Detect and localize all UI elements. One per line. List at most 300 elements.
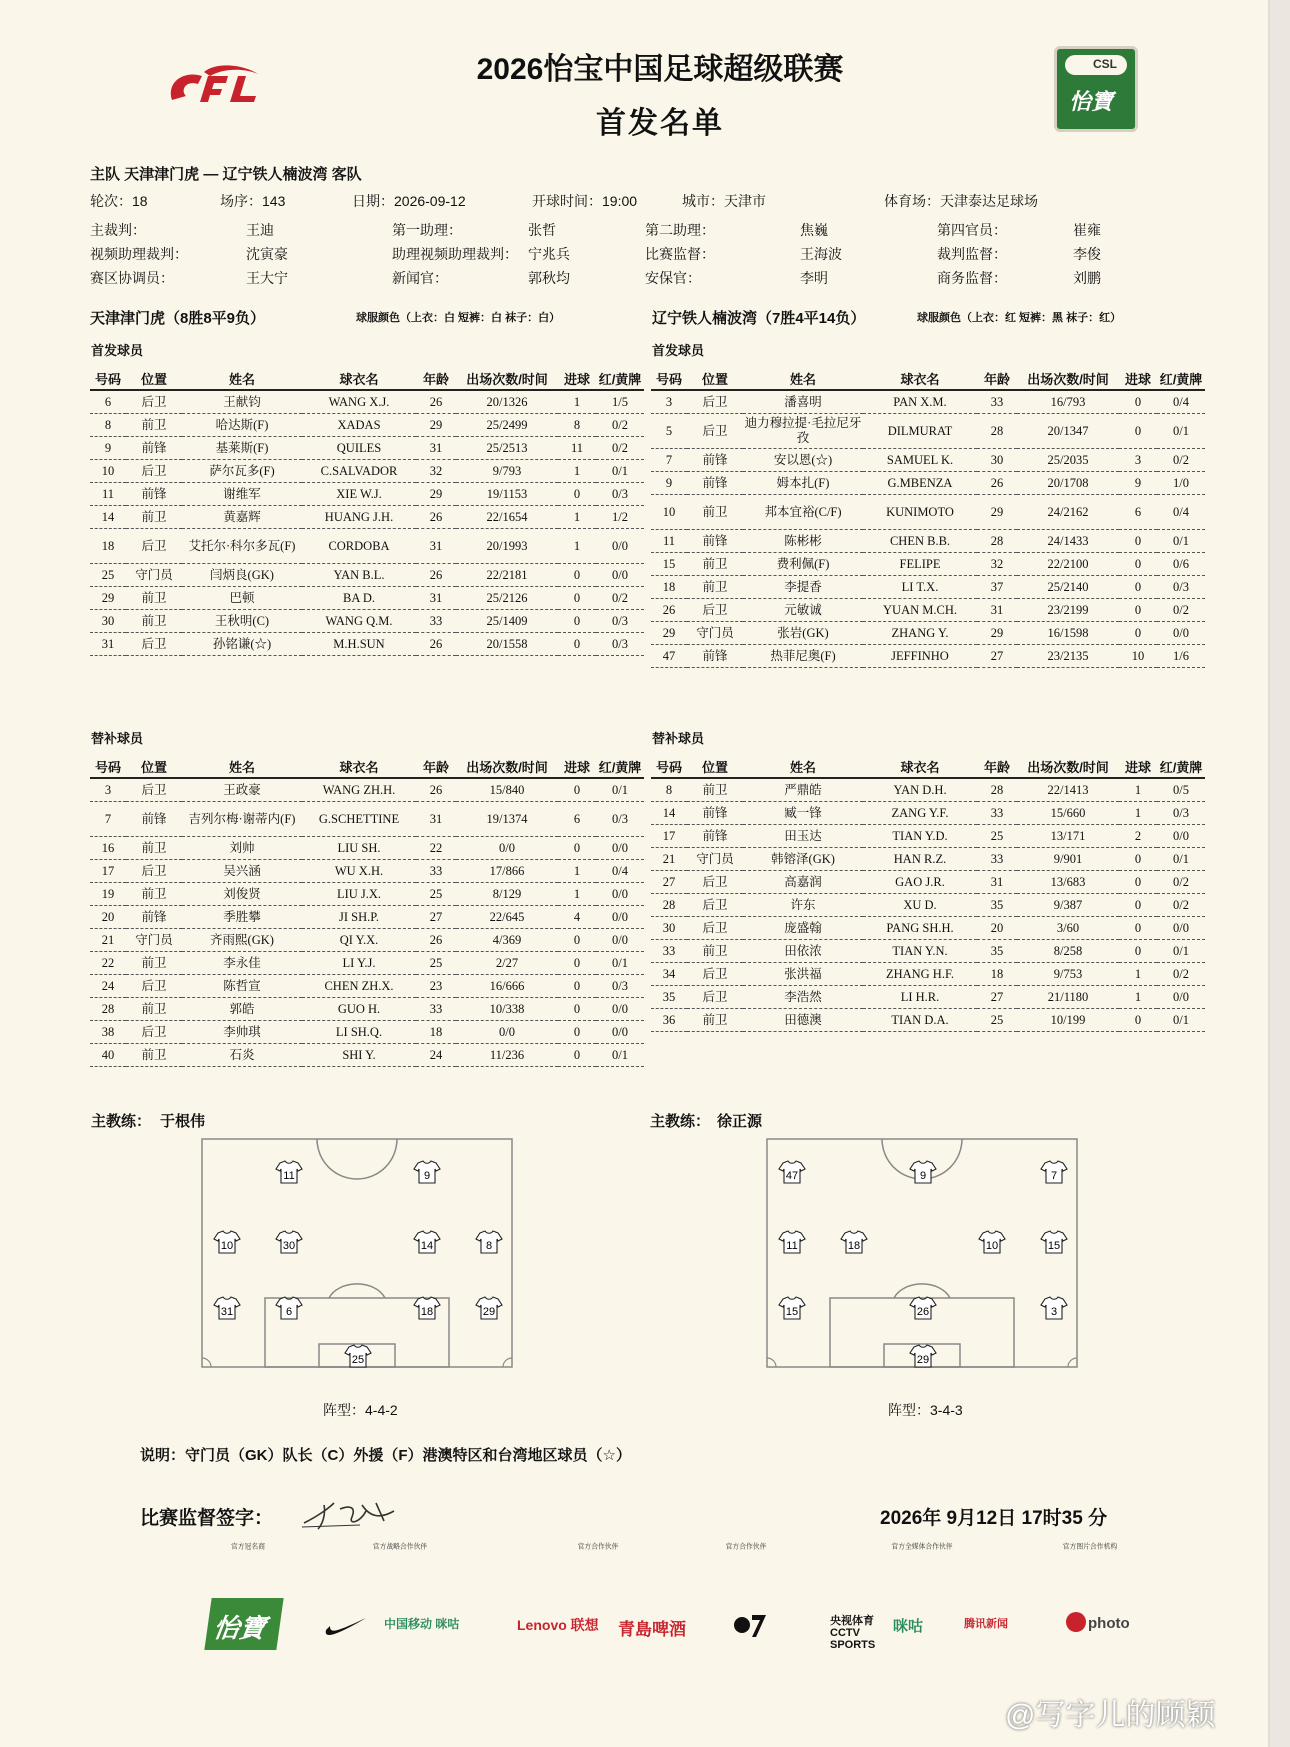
yibao-logo-text: 怡寶: [211, 1613, 268, 1643]
player-cell: WANG Q.M.: [302, 610, 416, 633]
sports-brand-icon: [732, 1610, 768, 1640]
player-cell: 陈哲宣: [182, 975, 302, 998]
player-row: [651, 390, 1205, 414]
column-header: 进球: [558, 367, 596, 390]
player-row: [90, 610, 644, 633]
player-row: [90, 414, 644, 437]
player-cell: CHEN ZH.X.: [302, 975, 416, 998]
player-cell: YUAN M.CH.: [863, 599, 977, 622]
player-cell: 0/2: [1157, 871, 1205, 894]
player-cell: 20/1708: [1017, 472, 1119, 495]
player-cell: TIAN D.A.: [863, 1009, 977, 1032]
player-cell: 35: [977, 894, 1017, 917]
player-cell: 前锋: [687, 472, 743, 495]
player-cell: 19/1374: [456, 802, 558, 837]
player-cell: 闫炳良(GK): [182, 564, 302, 587]
player-cell: 0: [1119, 622, 1157, 645]
player-cell: 0: [1119, 1009, 1157, 1032]
column-header: 球衣名: [863, 755, 977, 778]
player-cell: 后卫: [687, 963, 743, 986]
official-role: 第四官员：: [937, 222, 1007, 238]
player-cell: 费利佩(F): [743, 553, 863, 576]
player-cell: 吴兴涵: [182, 860, 302, 883]
player-cell: BA D.: [302, 587, 416, 610]
player-cell: 0/1: [1157, 848, 1205, 871]
official-role: 比赛监督：: [645, 246, 715, 262]
player-cell: 0/1: [1157, 530, 1205, 553]
player-cell: 后卫: [126, 633, 182, 656]
sponsor-category-1: 官方冠名商: [231, 1542, 265, 1551]
player-cell: 24: [416, 1044, 456, 1067]
column-header: 位置: [687, 755, 743, 778]
player-cell: GUO H.: [302, 998, 416, 1021]
player-cell: 26: [416, 633, 456, 656]
player-shirt-icon: [276, 1161, 302, 1183]
away-starters-table: [651, 367, 1205, 668]
player-cell: 0: [558, 1021, 596, 1044]
player-cell: 0/1: [1157, 414, 1205, 449]
player-cell: LI H.R.: [863, 986, 977, 1009]
player-cell: 30: [651, 917, 687, 940]
player-row: [90, 975, 644, 998]
sponsor-category-6: 官方图片合作机构: [1062, 1542, 1118, 1551]
player-cell: 0/0: [596, 998, 644, 1021]
player-cell: 1/6: [1157, 645, 1205, 668]
player-cell: 安以恩(☆): [743, 449, 863, 472]
column-header: 姓名: [743, 367, 863, 390]
player-cell: 17: [651, 825, 687, 848]
player-cell: 20: [90, 906, 126, 929]
player-cell: 0/2: [596, 587, 644, 610]
shirt-number: 31: [220, 1306, 234, 1318]
player-cell: 19: [90, 883, 126, 906]
column-header: 进球: [558, 755, 596, 778]
player-cell: 前卫: [126, 610, 182, 633]
player-shirt-icon: [345, 1345, 371, 1367]
player-cell: 刘俊贤: [182, 883, 302, 906]
player-cell: 20/1558: [456, 633, 558, 656]
player-cell: 0/3: [596, 975, 644, 998]
away-formation: 阵型：3-4-3: [888, 1402, 963, 1418]
player-cell: 黄嘉辉: [182, 506, 302, 529]
player-cell: 0: [1119, 940, 1157, 963]
player-cell: 1/0: [1157, 472, 1205, 495]
player-cell: 0: [558, 975, 596, 998]
home-starters-heading: 首发球员: [91, 343, 144, 358]
player-cell: 前卫: [126, 1044, 182, 1067]
player-cell: PAN X.M.: [863, 390, 977, 414]
player-row: [651, 472, 1205, 495]
shirt-number: 8: [485, 1240, 493, 1252]
supervisor-signature: [300, 1497, 400, 1531]
home-team-name: 天津津门虎（8胜8平9负）: [90, 310, 266, 327]
player-cell: 前卫: [126, 506, 182, 529]
player-cell: 前锋: [687, 645, 743, 668]
player-row: [651, 871, 1205, 894]
player-cell: 10/199: [1017, 1009, 1119, 1032]
player-cell: 0: [1119, 917, 1157, 940]
player-cell: 李永佳: [182, 952, 302, 975]
player-cell: 姆本扎(F): [743, 472, 863, 495]
column-header: 年龄: [977, 755, 1017, 778]
player-shirt-icon: [779, 1297, 805, 1319]
player-cell: 28: [651, 894, 687, 917]
player-cell: 26: [416, 390, 456, 414]
shirt-number: 18: [420, 1306, 434, 1318]
player-cell: 艾托尔·科尔多瓦(F): [182, 529, 302, 564]
player-cell: 0: [558, 633, 596, 656]
player-cell: 刘帅: [182, 837, 302, 860]
shirt-number: 11: [283, 1170, 295, 1182]
player-cell: 前卫: [126, 837, 182, 860]
player-row: [651, 778, 1205, 802]
sponsor-category-5: 官方全媒体合作伙伴: [891, 1542, 953, 1551]
official-role: 安保官：: [645, 270, 701, 286]
player-cell: 田德澳: [743, 1009, 863, 1032]
player-cell: 20/1993: [456, 529, 558, 564]
player-cell: KUNIMOTO: [863, 495, 977, 530]
player-shirt-icon: [779, 1231, 805, 1253]
player-cell: 后卫: [126, 460, 182, 483]
player-cell: 33: [977, 848, 1017, 871]
player-cell: 11/236: [456, 1044, 558, 1067]
player-cell: 27: [977, 645, 1017, 668]
column-header: 号码: [90, 367, 126, 390]
player-cell: 34: [651, 963, 687, 986]
player-cell: 0/0: [1157, 917, 1205, 940]
player-cell: 0/0: [596, 837, 644, 860]
away-team-name: 辽宁铁人楠波湾（7胜4平14负）: [652, 310, 866, 327]
official-role: 新闻官：: [392, 270, 448, 286]
player-cell: 35: [651, 986, 687, 1009]
tencent-news-logo: 腾讯新闻: [964, 1618, 1008, 1630]
player-cell: 前锋: [687, 530, 743, 553]
player-row: [90, 390, 644, 414]
player-cell: YAN D.H.: [863, 778, 977, 802]
match-number: 场序：143: [220, 193, 286, 209]
player-cell: 前卫: [687, 940, 743, 963]
official-role: 视频助理裁判：: [90, 246, 188, 262]
shirt-number: 11: [786, 1240, 798, 1252]
player-cell: 3/60: [1017, 917, 1119, 940]
signature-label: 比赛监督签字：: [140, 1508, 274, 1529]
player-cell: 9/387: [1017, 894, 1119, 917]
player-row: [90, 778, 644, 802]
player-cell: TIAN Y.N.: [863, 940, 977, 963]
player-row: [90, 483, 644, 506]
player-cell: 9/793: [456, 460, 558, 483]
player-cell: FELIPE: [863, 553, 977, 576]
player-row: [651, 645, 1205, 668]
player-row: [90, 883, 644, 906]
home-coach-label: 主教练：: [91, 1113, 152, 1130]
player-cell: 9: [1119, 472, 1157, 495]
player-cell: 0/2: [1157, 894, 1205, 917]
player-cell: 20/1326: [456, 390, 558, 414]
player-cell: 前锋: [126, 437, 182, 460]
player-cell: 31: [90, 633, 126, 656]
player-cell: 庞盛翰: [743, 917, 863, 940]
official-role: 第二助理：: [645, 222, 715, 238]
player-cell: 6: [90, 390, 126, 414]
player-row: [90, 860, 644, 883]
player-cell: 16/1598: [1017, 622, 1119, 645]
player-cell: M.H.SUN: [302, 633, 416, 656]
player-cell: 29: [977, 622, 1017, 645]
player-cell: 0: [1119, 414, 1157, 449]
player-cell: 31: [977, 599, 1017, 622]
player-cell: 0/4: [1157, 390, 1205, 414]
player-cell: 25/2126: [456, 587, 558, 610]
player-cell: 11: [90, 483, 126, 506]
player-cell: HUANG J.H.: [302, 506, 416, 529]
official-role: 第一助理：: [392, 222, 462, 238]
official-name: 王海波: [800, 246, 842, 262]
player-cell: 1: [558, 506, 596, 529]
player-cell: 0/3: [1157, 576, 1205, 599]
player-cell: 1: [558, 860, 596, 883]
column-header: 出场次数/时间: [1017, 367, 1119, 390]
player-cell: 28: [977, 778, 1017, 802]
player-cell: 25: [416, 883, 456, 906]
player-cell: 田玉达: [743, 825, 863, 848]
player-cell: 1: [558, 460, 596, 483]
player-cell: 4/369: [456, 929, 558, 952]
player-cell: 14: [90, 506, 126, 529]
column-header: 位置: [126, 367, 182, 390]
player-cell: 30: [90, 610, 126, 633]
official-role: 助理视频助理裁判：: [392, 246, 518, 262]
player-row: [90, 929, 644, 952]
player-cell: 0/0: [596, 564, 644, 587]
player-cell: 9: [90, 437, 126, 460]
shirt-number: 7: [1050, 1170, 1058, 1182]
player-cell: 3: [1119, 449, 1157, 472]
player-cell: 33: [416, 860, 456, 883]
player-cell: 11: [558, 437, 596, 460]
official-name: 崔雍: [1073, 222, 1101, 238]
player-shirt-icon: [1041, 1161, 1067, 1183]
teams-line: 主队 天津津门虎 — 辽宁铁人楠波湾 客队: [90, 166, 362, 183]
player-cell: 18: [977, 963, 1017, 986]
player-cell: WANG ZH.H.: [302, 778, 416, 802]
player-row: [90, 1021, 644, 1044]
player-shirt-icon: [214, 1231, 240, 1253]
shirt-number: 15: [1047, 1240, 1061, 1252]
player-cell: LI SH.Q.: [302, 1021, 416, 1044]
player-cell: 26: [977, 472, 1017, 495]
player-row: [651, 802, 1205, 825]
player-cell: 22/1413: [1017, 778, 1119, 802]
player-cell: 27: [416, 906, 456, 929]
column-header: 进球: [1119, 367, 1157, 390]
city: 城市：天津市: [682, 193, 766, 209]
player-cell: PANG SH.H.: [863, 917, 977, 940]
player-cell: 0/0: [596, 529, 644, 564]
player-row: [651, 848, 1205, 871]
player-cell: 22/2181: [456, 564, 558, 587]
player-row: [90, 837, 644, 860]
player-cell: 6: [558, 802, 596, 837]
player-cell: 0/0: [1157, 986, 1205, 1009]
column-header: 出场次数/时间: [1017, 755, 1119, 778]
player-cell: 25: [977, 825, 1017, 848]
player-cell: 9/901: [1017, 848, 1119, 871]
player-cell: 齐雨熙(GK): [182, 929, 302, 952]
player-row: [90, 1044, 644, 1067]
player-cell: 24/1433: [1017, 530, 1119, 553]
player-cell: 0/6: [1157, 553, 1205, 576]
player-cell: 47: [651, 645, 687, 668]
player-cell: 守门员: [126, 564, 182, 587]
column-header: 姓名: [182, 755, 302, 778]
player-row: [651, 940, 1205, 963]
player-row: [90, 529, 644, 564]
player-cell: 张岩(GK): [743, 622, 863, 645]
player-row: [90, 460, 644, 483]
player-cell: 严鼎皓: [743, 778, 863, 802]
player-cell: 后卫: [126, 860, 182, 883]
player-cell: JI SH.P.: [302, 906, 416, 929]
player-cell: 15: [651, 553, 687, 576]
player-cell: 28: [90, 998, 126, 1021]
yibao-logo: [204, 1598, 283, 1650]
player-cell: 0: [1119, 390, 1157, 414]
china-mobile-migu-logo: 中国移动 咪咕: [384, 1617, 460, 1631]
player-cell: 23/2199: [1017, 599, 1119, 622]
official-role: 裁判监督：: [937, 246, 1007, 262]
player-cell: 0/3: [1157, 802, 1205, 825]
player-cell: WANG X.J.: [302, 390, 416, 414]
player-cell: 陈彬彬: [743, 530, 863, 553]
page-subtitle: 首发名单: [596, 107, 724, 140]
signed-datetime: 2026年 9月12日 17时35 分: [880, 1508, 1108, 1529]
player-cell: 元敏诚: [743, 599, 863, 622]
player-cell: 0/0: [456, 1021, 558, 1044]
player-row: [651, 530, 1205, 553]
player-cell: 0/1: [596, 460, 644, 483]
player-cell: 后卫: [687, 986, 743, 1009]
player-cell: 7: [651, 449, 687, 472]
shirt-number: 15: [785, 1306, 799, 1318]
official-name: 李明: [800, 270, 828, 286]
player-cell: 27: [977, 986, 1017, 1009]
player-cell: 25: [977, 1009, 1017, 1032]
player-cell: 0: [1119, 894, 1157, 917]
player-cell: 13/683: [1017, 871, 1119, 894]
player-row: [90, 998, 644, 1021]
player-cell: 33: [651, 940, 687, 963]
player-cell: 李帅琪: [182, 1021, 302, 1044]
player-cell: 前卫: [126, 998, 182, 1021]
player-cell: 0/3: [596, 633, 644, 656]
player-cell: 33: [977, 802, 1017, 825]
column-header: 年龄: [977, 367, 1017, 390]
player-cell: 1: [558, 883, 596, 906]
player-cell: 22/1654: [456, 506, 558, 529]
column-header: 出场次数/时间: [456, 755, 558, 778]
player-cell: 前锋: [687, 449, 743, 472]
player-cell: 0/1: [596, 952, 644, 975]
shirt-number: 26: [916, 1306, 930, 1318]
official-name: 张哲: [528, 222, 556, 238]
player-cell: 33: [416, 998, 456, 1021]
away-subs-heading: 替补球员: [652, 731, 705, 746]
player-cell: 38: [90, 1021, 126, 1044]
player-row: [90, 906, 644, 929]
player-cell: 29: [977, 495, 1017, 530]
player-cell: 15/660: [1017, 802, 1119, 825]
player-cell: 后卫: [687, 917, 743, 940]
player-row: [90, 587, 644, 610]
column-header: 位置: [126, 755, 182, 778]
column-header: 红/黄牌: [1157, 367, 1205, 390]
player-cell: 0/3: [596, 802, 644, 837]
player-cell: 哈达斯(F): [182, 414, 302, 437]
column-header: 号码: [651, 755, 687, 778]
player-cell: 后卫: [687, 871, 743, 894]
player-cell: QUILES: [302, 437, 416, 460]
round: 轮次：18: [90, 193, 148, 209]
player-cell: 4: [558, 906, 596, 929]
away-coach-name: 徐正源: [717, 1113, 763, 1130]
player-cell: 0: [558, 998, 596, 1021]
player-cell: 王政豪: [182, 778, 302, 802]
player-cell: LI T.X.: [863, 576, 977, 599]
shirt-number: 3: [1050, 1306, 1058, 1318]
player-cell: 13/171: [1017, 825, 1119, 848]
kickoff-time: 开球时间：19:00: [532, 193, 638, 209]
player-cell: 守门员: [126, 929, 182, 952]
player-cell: G.MBENZA: [863, 472, 977, 495]
player-cell: 0/2: [1157, 449, 1205, 472]
player-cell: 0/0: [596, 883, 644, 906]
player-cell: 37: [977, 576, 1017, 599]
player-cell: 29: [90, 587, 126, 610]
player-cell: 前锋: [126, 802, 182, 837]
player-shirt-icon: [779, 1161, 805, 1183]
player-cell: 25/2499: [456, 414, 558, 437]
player-cell: 10: [651, 495, 687, 530]
player-cell: 0/0: [456, 837, 558, 860]
player-cell: 29: [651, 622, 687, 645]
shirt-number: 10: [220, 1240, 234, 1252]
player-cell: 韩镕泽(GK): [743, 848, 863, 871]
official-name: 焦巍: [800, 222, 828, 238]
player-cell: 基莱斯(F): [182, 437, 302, 460]
player-cell: XU D.: [863, 894, 977, 917]
player-cell: 26: [651, 599, 687, 622]
player-row: [90, 506, 644, 529]
player-cell: 0/4: [596, 860, 644, 883]
player-cell: 后卫: [687, 599, 743, 622]
home-kit-colors: 球服颜色（上衣：白 短裤：白 袜子：白）: [356, 312, 561, 324]
official-name: 郭秋均: [528, 270, 570, 286]
player-cell: 1: [1119, 802, 1157, 825]
shirt-number: 18: [847, 1240, 861, 1252]
player-cell: 31: [416, 437, 456, 460]
column-header: 姓名: [743, 755, 863, 778]
shirt-number: 30: [282, 1240, 296, 1252]
player-row: [90, 633, 644, 656]
player-cell: 31: [416, 802, 456, 837]
player-cell: 1/2: [596, 506, 644, 529]
home-formation-pitch: [201, 1138, 513, 1368]
player-shirt-icon: [1041, 1231, 1067, 1253]
photo-agency-logo: photo: [1088, 1615, 1130, 1632]
shirt-number: 29: [482, 1306, 496, 1318]
shirt-number: 47: [785, 1170, 799, 1182]
